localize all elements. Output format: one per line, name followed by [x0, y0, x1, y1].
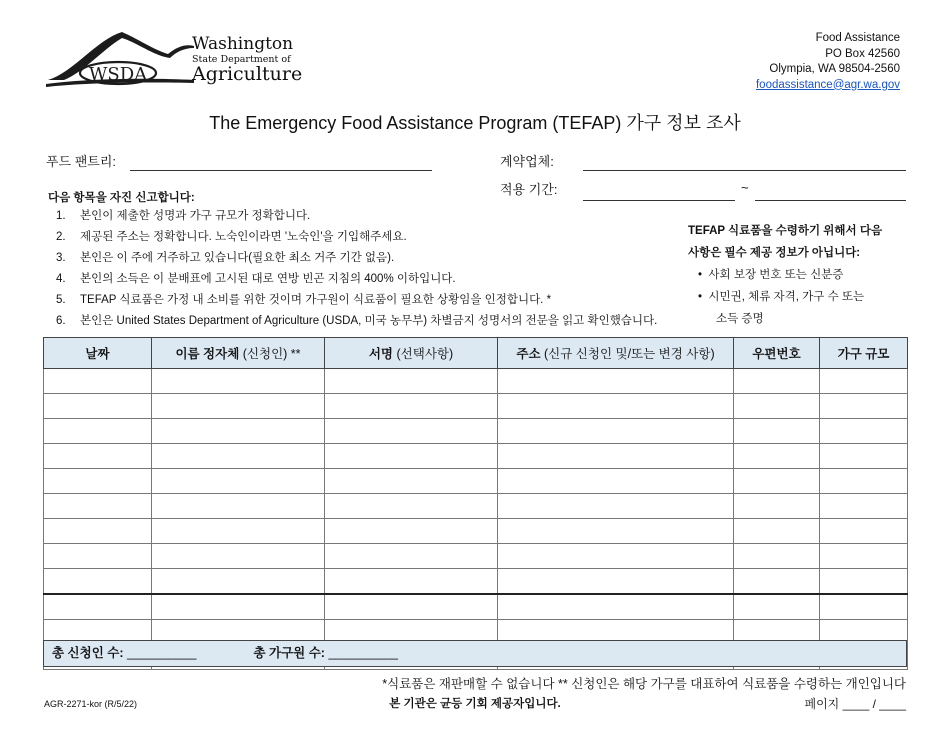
- table-row[interactable]: [44, 419, 908, 444]
- col-household-size: 가구 규모: [820, 338, 908, 369]
- sidebar-heading-2: 사항은 필수 제공 정보가 아닙니다:: [688, 247, 861, 259]
- period-end-line[interactable]: [755, 200, 906, 201]
- declaration-title: 다음 항목을 자진 신고합니다:: [48, 192, 195, 204]
- svg-text:WSDA: WSDA: [88, 64, 148, 85]
- table-row[interactable]: [44, 594, 908, 620]
- total-members-label: 총 가구원 수:: [253, 646, 325, 660]
- address-block: [756, 31, 900, 93]
- address-line2: PO Box 42560: [825, 47, 900, 60]
- col-date: 날짜: [44, 338, 152, 369]
- total-members-blank[interactable]: __________: [328, 646, 398, 660]
- declaration-item: 1. 본인이 제출한 성명과 가구 규모가 정확합니다.: [56, 210, 311, 222]
- pantry-label: 푸드 팬트리:: [46, 154, 117, 169]
- household-table: [43, 337, 908, 670]
- sidebar-bullet-cont: 소득 증명: [716, 313, 764, 325]
- declaration-item: 3. 본인은 이 주에 거주하고 있습니다(필요한 최소 거주 기간 없음).: [56, 252, 395, 264]
- table-row[interactable]: [44, 569, 908, 595]
- page-number: 페이지 ____ / ____: [804, 697, 906, 711]
- pantry-input-line[interactable]: [130, 170, 432, 171]
- declaration-item: 2. 제공된 주소는 정확합니다. 노숙인이라면 '노숙인'을 기입해주세요.: [56, 231, 407, 243]
- table-row[interactable]: [44, 394, 908, 419]
- totals-bar: [43, 640, 907, 667]
- total-applicants-label: 총 신청인 수:: [52, 646, 124, 660]
- col-address: 주소 (신규 신청인 및/또는 변경 사항): [498, 338, 734, 369]
- sidebar-bullet: • 시민권, 체류 자격, 가구 수 또는: [698, 291, 865, 303]
- table-header-row: [44, 338, 908, 369]
- table-row[interactable]: [44, 544, 908, 569]
- address-line3: Olympia, WA 98504-2560: [769, 63, 900, 75]
- table-row[interactable]: [44, 369, 908, 394]
- sidebar-heading-1: TEFAP 식료품을 수령하기 위해서 다음: [688, 225, 883, 237]
- table-row[interactable]: [44, 469, 908, 494]
- eeo-statement: 본 기관은 균등 기회 제공자입니다.: [389, 698, 561, 710]
- declaration-item: 5. TEFAP 식료품은 가정 내 소비를 위한 것이며 가구원이 식료품이 필요한 상황임을 인정합니다. *: [56, 294, 552, 306]
- agency-line2: State Department of: [192, 53, 291, 65]
- sidebar-note: [688, 220, 908, 330]
- email-link[interactable]: foodassistance@agr.wa.gov: [755, 78, 900, 91]
- table-row[interactable]: [44, 494, 908, 519]
- footnote: *식료품은 재판매할 수 없습니다 ** 신청인은 해당 가구를 대표하여 식료품을 수령하는 개인입니다: [382, 677, 906, 691]
- agency-name: [192, 36, 302, 85]
- total-applicants-blank[interactable]: __________: [126, 646, 197, 660]
- col-name: 이름 정자체 (신청인) **: [152, 338, 325, 369]
- period-label: 적용 기간:: [500, 182, 558, 197]
- form-number: AGR-2271-kor (R/5/22): [44, 699, 138, 709]
- address-line1: Food Assistance: [815, 32, 900, 44]
- col-zip: 우편번호: [734, 338, 820, 369]
- table-row[interactable]: [44, 519, 908, 544]
- declaration-list: [56, 206, 657, 332]
- contractor-input-line[interactable]: [583, 170, 906, 171]
- period-separator: ~: [741, 180, 749, 195]
- period-start-line[interactable]: [583, 200, 735, 201]
- sidebar-bullet: • 사회 보장 번호 또는 신분증: [698, 269, 844, 281]
- page-title: The Emergency Food Assistance Program (TEFAP) 가구 정보 조사: [209, 113, 741, 133]
- table-row[interactable]: [44, 444, 908, 469]
- contractor-label: 계약업체:: [500, 154, 554, 169]
- declaration-item: 4. 본인의 소득은 이 분배표에 고시된 대로 연방 빈곤 지침의 400% 이하입니다.: [56, 273, 456, 285]
- agency-line3: Agriculture: [192, 62, 303, 85]
- col-signature: 서명 (선택사항): [325, 338, 498, 369]
- agency-line1: Washington: [192, 34, 294, 54]
- declaration-item: 6. 본인은 United States Department of Agriculture (USDA, 미국 농무부) 차별금지 성명서의 전문을 읽고 확인했습니다.: [56, 315, 658, 327]
